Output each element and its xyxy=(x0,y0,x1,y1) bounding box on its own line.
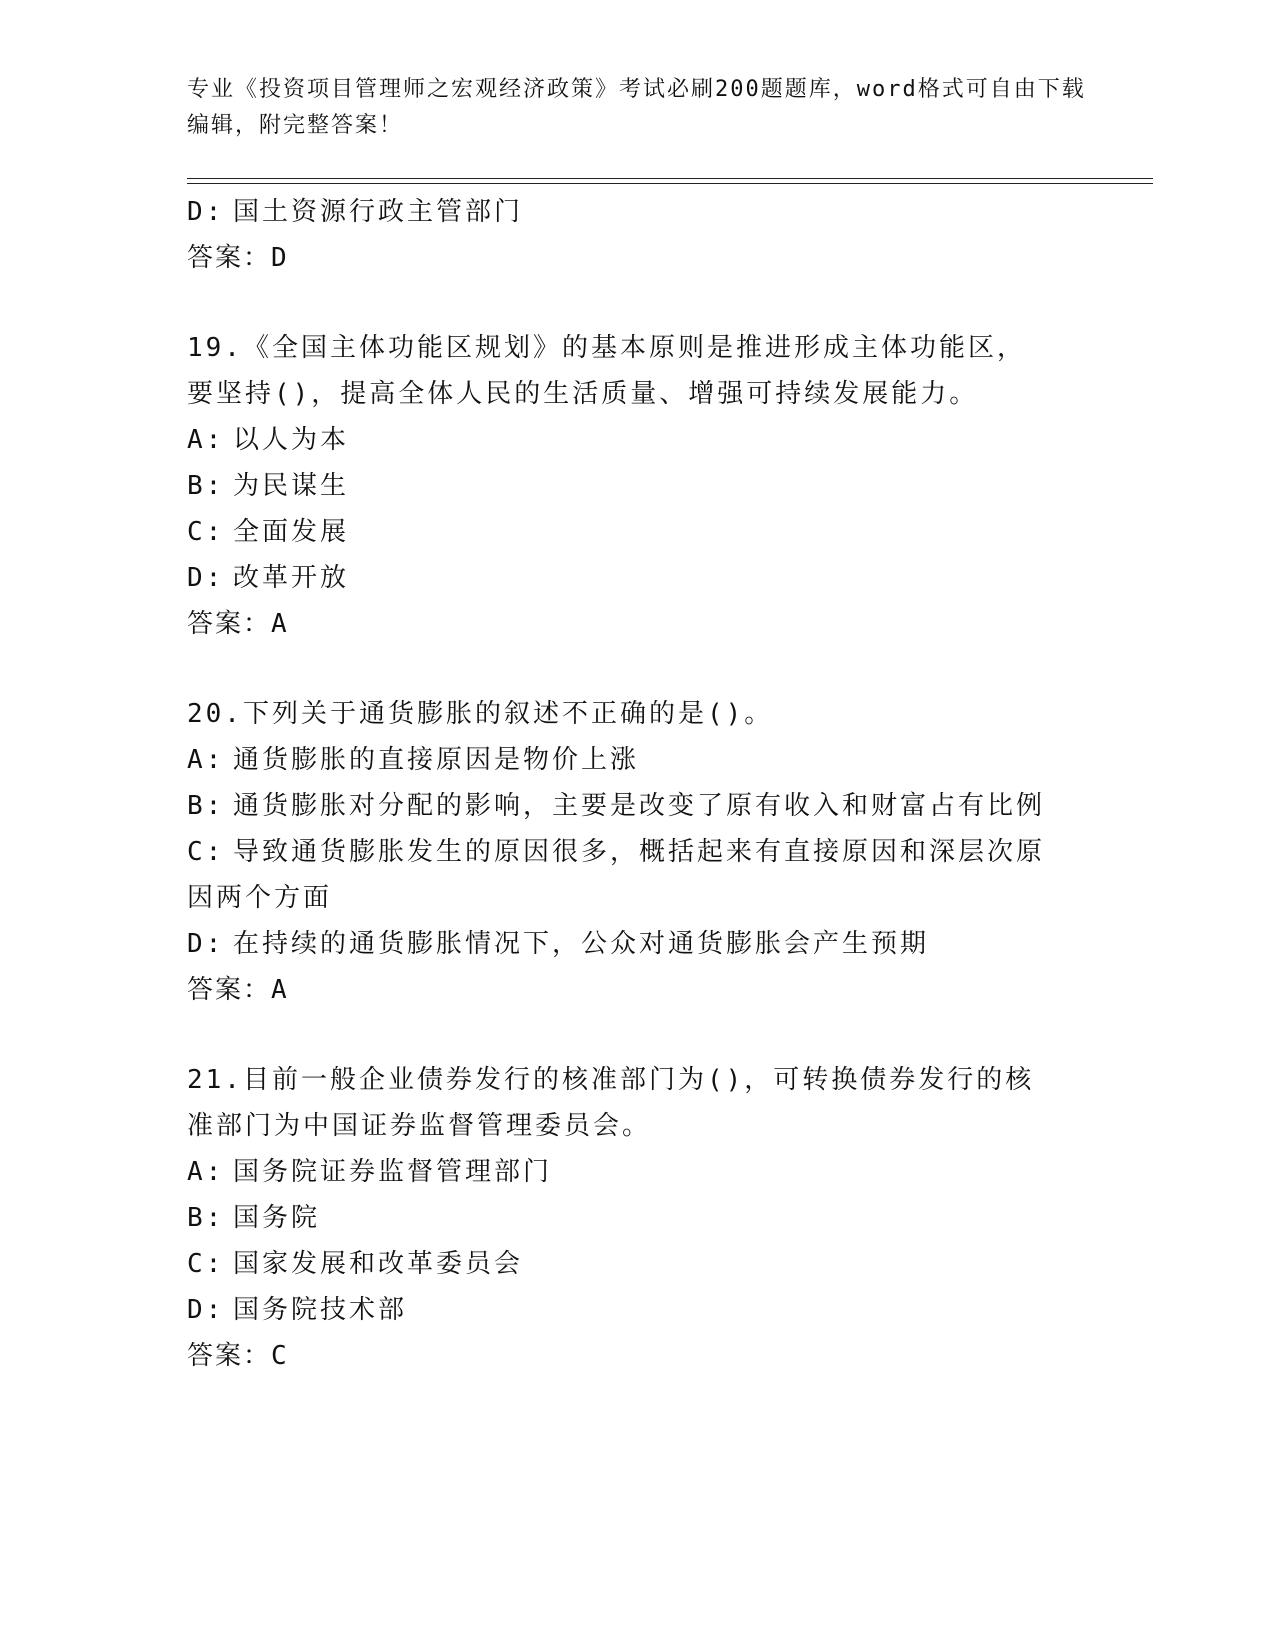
option-key: B: xyxy=(187,1203,225,1233)
option-key: D: xyxy=(187,929,225,959)
answer-line xyxy=(187,601,1087,647)
option-text: 国务院技术部 xyxy=(233,1295,408,1325)
header-rule-bottom xyxy=(187,183,1153,184)
header-rule-top xyxy=(187,178,1153,179)
option-key: D: xyxy=(187,563,225,593)
option-d xyxy=(187,189,1087,235)
answer-value: A xyxy=(271,609,289,639)
option-c xyxy=(187,509,1087,555)
answer-value: D xyxy=(271,243,289,273)
question-stem: 19.《全国主体功能区规划》的基本原则是推进形成主体功能区，要坚持()，提高全体人民的生活质量、增强可持续发展能力。 xyxy=(187,333,1026,409)
option-key: C: xyxy=(187,1249,225,1279)
question-stem: 21.目前一般企业债券发行的核准部门为()，可转换债券发行的核准部门为中国证券监督管理委员会。 xyxy=(187,1065,1035,1141)
answer-value: A xyxy=(271,975,289,1005)
option-text: 国务院证券监督管理部门 xyxy=(233,1157,553,1187)
option-text: 在持续的通货膨胀情况下，公众对通货膨胀会产生预期 xyxy=(233,929,930,959)
question-21 xyxy=(187,1057,1087,1379)
option-key: D: xyxy=(187,197,225,227)
document-header: 专业《投资项目管理师之宏观经济政策》考试必刷200题题库，word格式可自由下载编辑，附完整答案！ xyxy=(187,77,1086,138)
option-text: 通货膨胀的直接原因是物价上涨 xyxy=(233,745,640,775)
option-text: 国土资源行政主管部门 xyxy=(233,197,524,227)
option-text: 国家发展和改革委员会 xyxy=(233,1249,524,1279)
option-key: C: xyxy=(187,837,225,867)
option-d xyxy=(187,555,1087,601)
option-text: 通货膨胀对分配的影响，主要是改变了原有收入和财富占有比例 xyxy=(233,791,1046,821)
option-a xyxy=(187,1149,1087,1195)
option-c xyxy=(187,829,1047,921)
answer-label: 答案： xyxy=(187,1341,272,1371)
option-a xyxy=(187,737,1087,783)
answer-line xyxy=(187,235,1087,281)
option-text: 以人为本 xyxy=(233,425,350,455)
option-b xyxy=(187,1195,1087,1241)
option-key: A: xyxy=(187,745,225,775)
option-d xyxy=(187,1287,1087,1333)
option-a xyxy=(187,417,1087,463)
option-key: A: xyxy=(187,425,225,455)
option-text: 为民谋生 xyxy=(233,471,350,501)
answer-line xyxy=(187,1333,1087,1379)
answer-label: 答案： xyxy=(187,609,272,639)
option-key: C: xyxy=(187,517,225,547)
option-b xyxy=(187,463,1087,509)
option-text: 国务院 xyxy=(233,1203,321,1233)
answer-label: 答案： xyxy=(187,243,272,273)
answer-value: C xyxy=(271,1341,289,1371)
option-b xyxy=(187,783,1087,829)
option-key: A: xyxy=(187,1157,225,1187)
option-d xyxy=(187,921,1087,967)
question-19 xyxy=(187,325,1087,647)
option-key: B: xyxy=(187,471,225,501)
question-20 xyxy=(187,691,1087,1013)
option-c xyxy=(187,1241,1087,1287)
document-body xyxy=(187,189,1087,1379)
option-text: 全面发展 xyxy=(233,517,350,547)
option-key: B: xyxy=(187,791,225,821)
answer-label: 答案： xyxy=(187,975,272,1005)
option-text: 导致通货膨胀发生的原因很多，概括起来有直接原因和深层次原因两个方面 xyxy=(187,837,1046,913)
option-key: D: xyxy=(187,1295,225,1325)
question-stem: 20.下列关于通货膨胀的叙述不正确的是()。 xyxy=(187,699,774,729)
option-text: 改革开放 xyxy=(233,563,350,593)
answer-line xyxy=(187,967,1087,1013)
